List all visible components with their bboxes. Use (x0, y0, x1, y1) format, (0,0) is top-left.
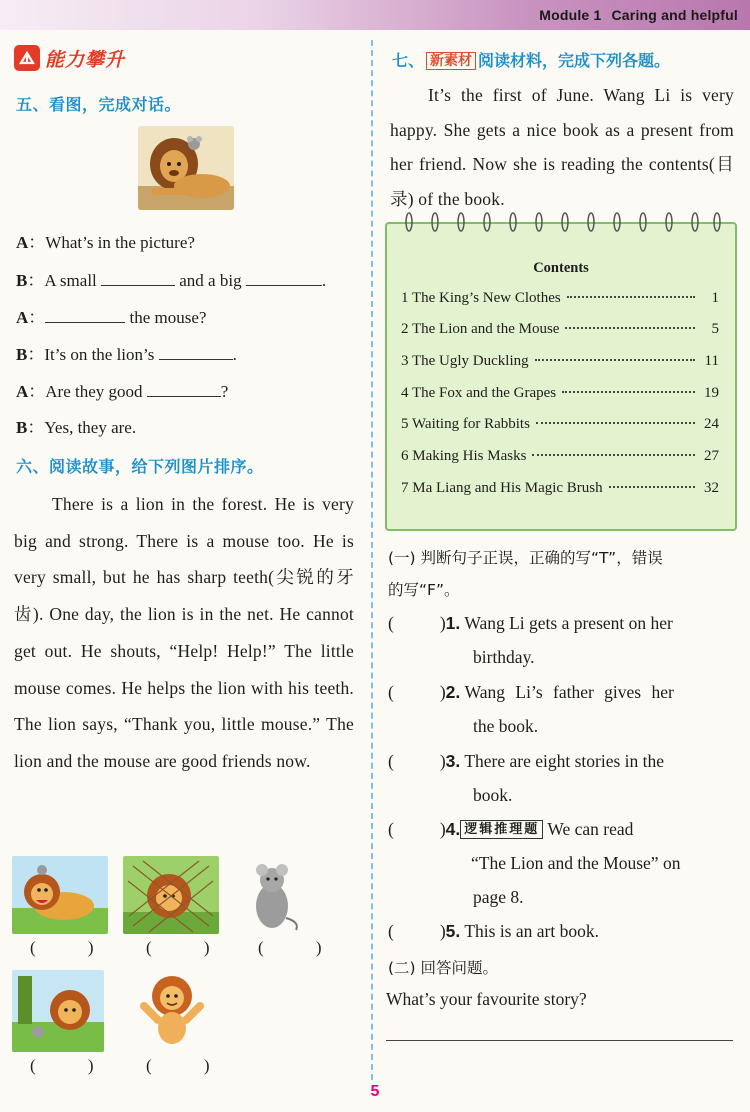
tf-question-5 (388, 921, 599, 942)
module-label (539, 7, 738, 23)
toc-row (401, 290, 719, 307)
tf-question-2 (388, 682, 674, 703)
speaker-label: B (16, 271, 28, 290)
question-text: birthday. (473, 647, 535, 667)
colon: ： (28, 308, 46, 327)
dialogue-text: ? (220, 382, 229, 401)
part1-instruction-line2: 的写“F”。 (388, 581, 460, 599)
toc-page: 11 (704, 353, 719, 369)
story-picture-mouse (236, 856, 308, 934)
dialogue-text: What’s in the picture? (45, 233, 195, 252)
answer-paren[interactable]: ( (388, 613, 394, 633)
answer-paren[interactable]: ( (388, 921, 394, 941)
section6-title: 六、阅读故事，给下列图片排序。 (16, 457, 264, 476)
question-text: We can read (547, 819, 634, 839)
contents-notebook (385, 222, 737, 531)
answer-paren[interactable]: ) (439, 819, 446, 839)
dialogue-line-4 (16, 343, 237, 366)
toc-leader (532, 454, 695, 456)
speaker-label: A (16, 382, 29, 401)
toc-leader (562, 391, 695, 393)
question-text: page 8. (473, 887, 524, 907)
order-blank[interactable]: ( ) (258, 938, 346, 957)
toc-row (401, 480, 719, 497)
page-number: 5 (370, 1083, 380, 1100)
speaker-label: A (16, 308, 29, 327)
answer-paren[interactable]: ) (439, 613, 446, 633)
dialogue-text: Are they good (45, 382, 143, 401)
order-blank[interactable]: ( ) (146, 1056, 234, 1075)
tf-question-3 (388, 751, 664, 772)
speaker-label: B (16, 418, 28, 437)
question-text: Wang Li’s father gives her (464, 682, 674, 702)
answer-paren[interactable]: ( (388, 819, 394, 839)
answer-blank[interactable] (147, 380, 221, 397)
toc-leader (609, 486, 695, 488)
toc-page: 5 (711, 321, 719, 337)
story-picture-happy-lion (132, 970, 212, 1052)
question-number: 1. (445, 613, 461, 633)
dialogue-line-5 (16, 380, 228, 403)
answer-paren[interactable]: ) (439, 751, 446, 771)
tf-question-1 (388, 613, 673, 634)
answer-paren[interactable]: ) (439, 682, 446, 702)
question-number: 5. (445, 921, 461, 941)
section5-title: 五、看图，完成对话。 (16, 95, 182, 114)
speaker-label: B (16, 345, 28, 364)
reading-passage (390, 78, 734, 217)
toc-leader (567, 296, 695, 298)
toc-page: 27 (704, 448, 719, 464)
dialogue-text: A small (44, 271, 97, 290)
toc-row (401, 353, 719, 370)
colon: ： (28, 233, 46, 252)
question-text: This is an art book. (464, 921, 599, 941)
part2-instruction: (二) 回答问题。 (388, 959, 499, 977)
colon: ： (27, 271, 45, 290)
section7-number: 七、 (392, 51, 425, 70)
answer-blank[interactable] (159, 343, 233, 360)
toc-title: 1 The King’s New Clothes (401, 290, 561, 306)
dialogue-text: the mouse? (129, 308, 207, 327)
story-picture-lion-in-net (123, 856, 219, 934)
dialogue-line-3 (16, 306, 206, 329)
toc-row (401, 448, 719, 465)
toc-row (401, 416, 719, 433)
order-blank[interactable]: ( ) (30, 1056, 118, 1075)
dialogue-text: Yes, they are. (44, 418, 137, 437)
toc-title: 2 The Lion and the Mouse (401, 321, 560, 337)
brand-badge (14, 44, 125, 72)
spiral-rings-icon (387, 211, 735, 233)
dialogue-text: and a big (179, 271, 242, 290)
dialogue-text: It’s on the lion’s (44, 345, 155, 364)
logic-reasoning-tag: 逻辑推理题 (460, 820, 543, 839)
story-picture-lion-roaring (12, 856, 108, 934)
speaker-label: A (16, 233, 29, 252)
passage-text: It’s the first of June. Wang Li is very happy. She gets a nice book as a present from her friend. Now she is reading the contents(目录) of the book. (390, 85, 734, 210)
story-text: There is a lion in the forest. He is very big and strong. There is a mouse too. He is very small, but he has sharp teeth(尖锐的牙齿). One day, the lion is in the net. He cannot get out. He shouts, “Help! Help!” The little mouse comes. He helps the lion with his teeth. The lion says, “Thank you, little mouse.” The lion and the mouse are good friends now. (14, 494, 354, 771)
contents-title: Contents (533, 260, 589, 276)
toc-leader (565, 327, 695, 329)
toc-title: 3 The Ugly Duckling (401, 353, 529, 369)
question-text: book. (473, 785, 513, 805)
unit-title: Caring and helpful (611, 7, 738, 23)
order-blank[interactable]: ( ) (30, 938, 118, 957)
question-number: 4. (445, 819, 461, 839)
dialogue-text: . (321, 271, 327, 290)
colon: ： (27, 345, 45, 364)
story-picture-lion-and-mouse (12, 970, 104, 1052)
brand-label: 能力攀升 (45, 48, 126, 71)
lion-mouse-picture (138, 126, 234, 210)
toc-leader (535, 359, 695, 361)
dialogue-line-1 (16, 232, 195, 254)
column-divider (371, 40, 373, 1080)
question-text: “The Lion and the Mouse” on (471, 853, 681, 873)
toc-page: 24 (704, 416, 719, 432)
dialogue-line-2 (16, 269, 326, 292)
tf-question-4 (388, 819, 633, 840)
toc-title: 5 Waiting for Rabbits (401, 416, 530, 432)
colon: ： (27, 418, 45, 437)
section7-instruction: 阅读材料，完成下列各题。 (478, 51, 671, 70)
toc-leader (536, 422, 695, 424)
toc-title: 4 The Fox and the Grapes (401, 385, 557, 401)
toc-page: 19 (704, 385, 719, 401)
answer-paren[interactable]: ( (388, 751, 394, 771)
question-number: 3. (445, 751, 461, 771)
section7-title (392, 48, 670, 71)
growth-icon (14, 45, 40, 71)
toc-page: 32 (704, 480, 719, 496)
toc-row (401, 385, 719, 402)
module-number: Module 1 (539, 7, 602, 23)
question-text: There are eight stories in the (464, 751, 665, 771)
answer-blank[interactable] (246, 269, 322, 286)
question-text: Wang Li gets a present on her (464, 613, 673, 633)
dialogue-line-6 (16, 417, 136, 439)
new-material-tag: 新素材 (426, 52, 476, 70)
question-number: 2. (445, 682, 461, 702)
dialogue-text: . (232, 345, 237, 364)
answer-blank[interactable] (45, 306, 125, 323)
question-text: the book. (473, 716, 539, 736)
answer-paren[interactable]: ) (439, 921, 446, 941)
answer-line[interactable] (386, 1040, 733, 1041)
toc-title: 7 Ma Liang and His Magic Brush (401, 480, 603, 496)
open-question: What’s your favourite story? (386, 989, 587, 1009)
part1-instruction-line1: (一) 判断句子正误，正确的写“T”，错误 (388, 549, 663, 567)
story-passage (14, 486, 354, 780)
colon: ： (28, 382, 46, 401)
toc-page: 1 (711, 290, 719, 306)
toc-title: 6 Making His Masks (401, 448, 527, 464)
order-blank[interactable]: ( ) (146, 938, 234, 957)
toc-row (401, 321, 719, 338)
answer-paren[interactable]: ( (388, 682, 394, 702)
answer-blank[interactable] (101, 269, 175, 286)
